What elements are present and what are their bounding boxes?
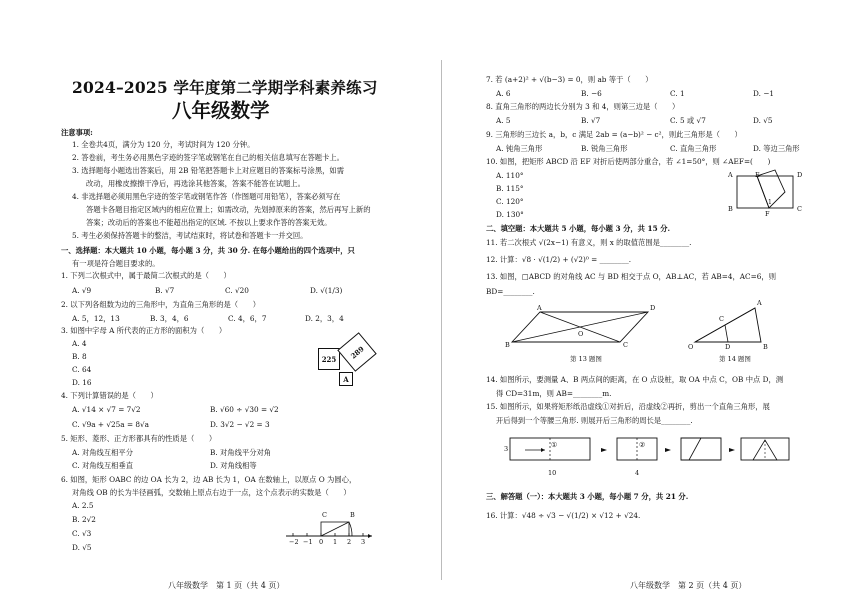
q6-tick-label: −2 bbox=[289, 538, 299, 546]
q9-option-b: B. 锐角三角形 bbox=[581, 144, 628, 153]
q10-label-b: B bbox=[728, 205, 733, 213]
q5-option-a: A. 对角线互相平分 bbox=[72, 448, 133, 457]
q15-dim-4: 4 bbox=[635, 469, 640, 477]
q3-figure bbox=[316, 334, 388, 394]
q7-option-b: B. −6 bbox=[581, 89, 602, 98]
q10-label-a: A bbox=[728, 171, 733, 179]
q6-tick-label: −1 bbox=[303, 538, 313, 546]
q6-option-d: D. √5 bbox=[72, 543, 92, 552]
q10-label-f: F bbox=[765, 210, 770, 218]
q5-option-b: B. 对角线平分对角 bbox=[210, 448, 272, 457]
section-2-heading: 二、填空题：本大题共 5 小题，每小题 3 分，共 15 分. bbox=[486, 224, 671, 233]
q15-stem: 15. 如图所示，如果将矩形纸沿虚线①对折后，沿虚线②再折，剪出一个直角三角形，展 bbox=[486, 402, 770, 411]
q13-parallelogram-figure bbox=[510, 310, 650, 346]
q4-option-c: C. √9a + √25a = 8√a bbox=[72, 420, 150, 429]
q8-option-d: D. √5 bbox=[753, 116, 773, 125]
q13-label-a: A bbox=[537, 304, 542, 312]
q6-stem-cont: 对角线 OB 的长为半径画弧，交数轴上原点右边于一点，这个点表示的实数是（ ） bbox=[72, 488, 351, 497]
q15-folding-figure bbox=[505, 432, 805, 468]
q14-label-o: O bbox=[688, 343, 694, 351]
q1-option-c: C. √20 bbox=[225, 286, 249, 295]
q13-label-b: B bbox=[505, 341, 510, 349]
q3-option-b: B. 8 bbox=[72, 352, 87, 361]
q10-option-b: B. 115° bbox=[496, 184, 524, 193]
notice-line: 答题卡各题目指定区域内的相应位置上；如需改动，先划掉原来的答案，然后再写上新的 bbox=[86, 205, 371, 214]
q6-option-c: C. √3 bbox=[72, 529, 92, 538]
q4-stem: 4. 下列计算错误的是（ ） bbox=[61, 391, 158, 400]
q14-label-a: A bbox=[757, 299, 762, 307]
q7-option-d: D. −1 bbox=[753, 89, 774, 98]
q14-label-c: C bbox=[719, 315, 724, 323]
q3-option-d: D. 16 bbox=[72, 378, 92, 387]
q10-option-c: C. 120° bbox=[496, 197, 524, 206]
q12-stem: 12. 计算：√8 · √(1/2) + (√2)⁰ = ________. bbox=[486, 255, 632, 264]
q14-label-d: D bbox=[725, 343, 731, 351]
q2-option-d: D. 2，3，4 bbox=[305, 314, 344, 323]
notice-line: 1. 全卷共4页，满分为 120 分，考试时间为 120 分钟。 bbox=[72, 140, 255, 149]
q6-tick-label: 3 bbox=[361, 538, 366, 546]
section-1-heading-cont: 有一项是符合题目要求的。 bbox=[72, 259, 160, 268]
q8-stem: 8. 直角三角形的两边长分别为 3 和 4，则第三边是（ ） bbox=[486, 102, 680, 111]
section-1-heading: 一、选择题：本大题共 10 小题，每小题 3 分，共 30 分. 在每小题给出的四个选项中，只 bbox=[61, 246, 355, 255]
section-3-heading: 三、解答题（一）：本大题共 3 小题，每小题 7 分，共 21 分. bbox=[486, 492, 689, 501]
q1-stem: 1. 下列二次根式中，属于最简二次根式的是（ ） bbox=[61, 271, 231, 280]
q2-stem: 2. 以下列各组数为边的三角形中，为直角三角形的是（ ） bbox=[61, 300, 260, 309]
q6-option-b: B. 2√2 bbox=[72, 515, 96, 524]
q6-stem: 6. 如图，矩形 OABC 的边 OA 长为 2，边 AB 长为 1，OA 在数轴上，以原点 O 为圆心， bbox=[61, 475, 357, 484]
q15-stem-cont: 开后得到一个等腰三角形. 则展开后三角形的周长是________. bbox=[496, 416, 693, 425]
q13-stem-cont: BD=________. bbox=[486, 287, 535, 296]
q14-stem-cont: 得 CD=31m，则 AB=________m. bbox=[496, 389, 612, 398]
q7-stem: 7. 若 (a+2)² + √(b−3) = 0，则 ab 等于（ ） bbox=[486, 75, 653, 84]
q11-stem: 11. 若二次根式 √(2x−1) 有意义，则 x 的取值范围是________. bbox=[486, 238, 692, 247]
q13-label-d: D bbox=[650, 304, 656, 312]
q7-option-c: C. 1 bbox=[670, 89, 685, 98]
square-289: 289 bbox=[337, 332, 376, 371]
q3-stem: 3. 如图中字母 A 所代表的正方形的面积为（ ） bbox=[61, 326, 227, 335]
q6-tick-label: 1 bbox=[333, 538, 338, 546]
q10-option-d: D. 130° bbox=[496, 210, 524, 219]
notice-line: 3. 选择题每小题选出答案后，用 2B 铅笔把答题卡上对应题目的答案标号涂黑，如需 bbox=[72, 166, 345, 175]
q8-option-b: B. √7 bbox=[581, 116, 601, 125]
q4-option-a: A. √14 × √7 = 7√2 bbox=[72, 405, 141, 414]
q3-option-a: A. 4 bbox=[72, 339, 87, 348]
q15-dim-3: 3 bbox=[504, 445, 509, 453]
q8-option-c: C. 5 或 √7 bbox=[670, 116, 706, 125]
q6-option-a: A. 2.5 bbox=[72, 501, 94, 510]
q9-option-a: A. 钝角三角形 bbox=[496, 144, 543, 153]
notice-line: 2. 答卷前，考生务必用黑色字迹的签字笔或钢笔在自己的相关信息填写在答题卡上。 bbox=[72, 153, 344, 162]
q14-triangle-figure bbox=[693, 306, 763, 346]
q10-option-a: A. 110° bbox=[496, 171, 524, 180]
q2-option-c: C. 4，6，7 bbox=[228, 314, 267, 323]
q13-label-c: C bbox=[623, 341, 628, 349]
q16-stem: 16. 计算：√48 ÷ √3 − √(1/2) × √12 + √24. bbox=[486, 511, 641, 520]
q1-option-d: D. √(1/3) bbox=[310, 286, 343, 295]
q5-option-d: D. 对角线相等 bbox=[210, 461, 257, 470]
q8-option-a: A. 5 bbox=[496, 116, 511, 125]
page-divider bbox=[441, 60, 442, 580]
square-225: 225 bbox=[318, 348, 340, 370]
q10-label-e: E bbox=[755, 171, 760, 179]
q2-option-b: B. 3，4，6 bbox=[150, 314, 189, 323]
q10-label-d: D bbox=[797, 171, 803, 179]
q15-fold-1: ① bbox=[551, 441, 558, 449]
q14-caption: 第 14 题图 bbox=[719, 355, 751, 363]
q6-tick-label: 2 bbox=[347, 538, 352, 546]
q6-tick-label: 0 bbox=[319, 538, 324, 546]
q7-option-a: A. 6 bbox=[496, 89, 511, 98]
exam-subject: 八年级数学 bbox=[172, 99, 270, 122]
notice-heading: 注意事项: bbox=[61, 128, 93, 137]
q6-label-b: B bbox=[350, 511, 355, 519]
q10-stem: 10. 如图，把矩形 ABCD 沿 EF 对折后使两部分重合，若 ∠1=50°，则 ∠AEF=( ) bbox=[486, 157, 771, 166]
page-1-footer: 八年级数学 第 1 页（共 4 页） bbox=[168, 581, 285, 590]
q15-fold-2: ② bbox=[639, 441, 646, 449]
q1-option-a: A. √9 bbox=[72, 286, 92, 295]
exam-title: 2024–2025 学年度第二学期学科素养练习 bbox=[72, 78, 378, 97]
notice-line: 答案；改动后的答案也不能超出指定的区域. 不按以上要求作答的答案无效。 bbox=[86, 218, 332, 227]
q14-label-b: B bbox=[763, 343, 768, 351]
page-2-footer: 八年级数学 第 2 页（共 4 页） bbox=[630, 581, 747, 590]
q4-option-b: B. √60 ÷ √30 = √2 bbox=[210, 405, 279, 414]
q6-label-c: C bbox=[322, 511, 327, 519]
q3-option-c: C. 64 bbox=[72, 365, 92, 374]
q4-option-d: D. 3√2 − √2 = 3 bbox=[210, 420, 270, 429]
q10-label-c: C bbox=[797, 205, 802, 213]
q1-option-b: B. √7 bbox=[155, 286, 175, 295]
q14-stem: 14. 如图所示，要测量 A、B 两点间的距离，在 O 点设桩，取 OA 中点 C，OB 中点 D，测 bbox=[486, 375, 784, 384]
q10-angle-1: 1 bbox=[768, 199, 772, 206]
q5-stem: 5. 矩形、菱形、正方形都具有的性质是（ ） bbox=[61, 434, 217, 443]
notice-line: 4. 非选择题必须用黑色字迹的签字笔或钢笔作答（作图题可用铅笔），答案必须写在 bbox=[72, 192, 341, 201]
q9-stem: 9. 三角形的三边长 a，b，c 满足 2ab = (a−b)² − c²，则此三角形是（ ） bbox=[486, 130, 742, 139]
page-2 bbox=[445, 0, 860, 609]
notice-line: 5. 考生必须保持答题卡的整洁，考试结束时，将试卷和答题卡一并交回。 bbox=[72, 231, 308, 240]
q13-caption: 第 13 题图 bbox=[570, 355, 602, 363]
q15-dim-10: 10 bbox=[548, 469, 557, 477]
q9-option-d: D. 等边三角形 bbox=[753, 144, 800, 153]
notice-line: 改动，用橡皮擦擦干净后，再选涂其他答案，答案不能答在试题上。 bbox=[86, 179, 305, 188]
q2-option-a: A. 5，12，13 bbox=[72, 314, 120, 323]
q13-label-o: O bbox=[578, 330, 584, 338]
q5-option-c: C. 对角线互相垂直 bbox=[72, 461, 134, 470]
q13-stem: 13. 如图，□ABCD 的对角线 AC 与 BD 相交于点 O，AB⊥AC，若 AB=4，AC=6，则 bbox=[486, 272, 776, 281]
q9-option-c: C. 直角三角形 bbox=[670, 144, 717, 153]
square-a: A bbox=[339, 372, 353, 386]
